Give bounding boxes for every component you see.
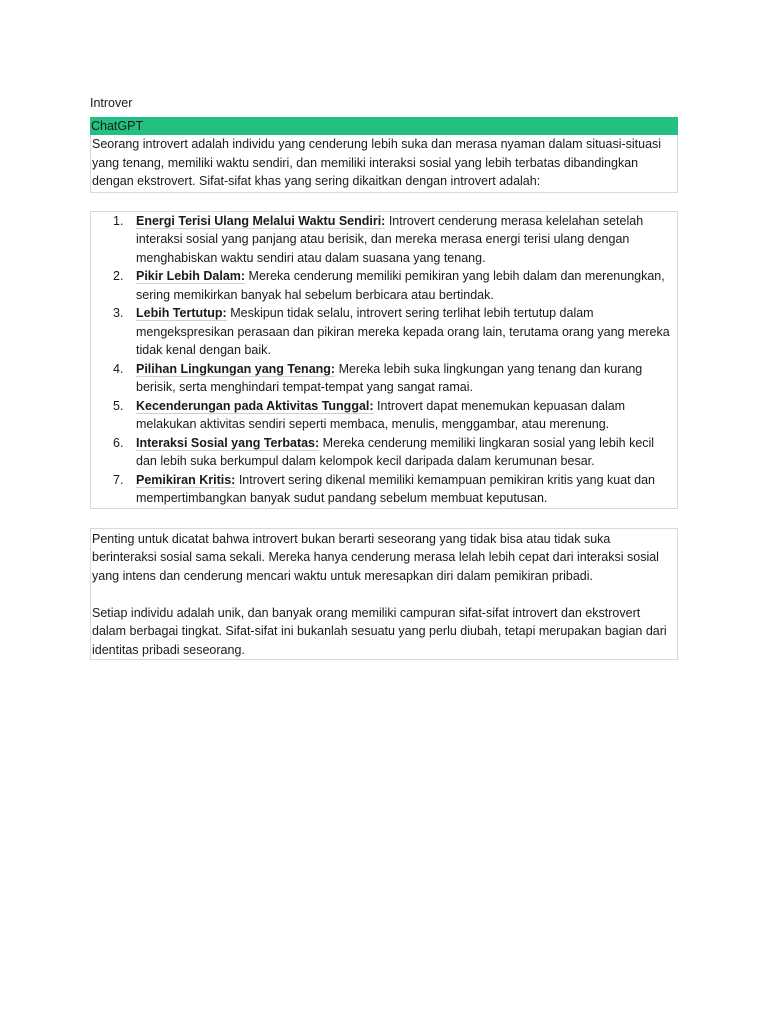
traits-list (91, 212, 675, 508)
conclusion-paragraph: Setiap individu adalah unik, dan banyak orang memiliki campuran sifat-sifat introvert dan ekstrovert dalam berbagai tingkat. Sifat-sifat ini bukanlah sesuatu yang perlu diubah, tetapi merupakan bagian dari identitas pribadi seseorang. (92, 605, 667, 657)
trait-item (91, 397, 675, 434)
trait-item (91, 304, 675, 360)
trait-term: Energi Terisi Ulang Melalui Waktu Sendiri: (136, 213, 386, 228)
trait-number: 7. (113, 472, 124, 487)
trait-text: Mereka lebih suka lingkungan yang tenang dan kurang berisik, serta menghindari tempat-tempat yang sangat ramai. (136, 361, 643, 394)
trait-term: Pilihan Lingkungan yang Tenang: (136, 361, 336, 376)
trait-term: Kecenderungan pada Aktivitas Tunggal: (136, 398, 374, 413)
trait-number: 6. (113, 435, 124, 450)
trait-number: 4. (113, 361, 124, 376)
trait-text: Introvert cenderung merasa kelelahan setelah interaksi sosial yang panjang atau berisik, dan mereka merasa energi terisi ulang dengan menghabiskan waktu sendiri atau dalam suasana yang tenang. (136, 213, 644, 265)
trait-number: 2. (113, 269, 124, 283)
trait-item (91, 267, 675, 304)
trait-term: Pikir Lebih Dalam: (136, 269, 246, 283)
trait-item (91, 471, 675, 508)
conclusion-paragraph: Penting untuk dicatat bahwa introvert bukan berarti seseorang yang tidak bisa atau tidak suka berinteraksi sosial sama sekali. Mereka hanya cenderung merasa lelah lebih cepat dari interaksi sosial yang intens dan cenderung mencari waktu untuk meresapkan diri dalam pemikiran pribadi. (92, 531, 659, 583)
trait-term: Interaksi Sosial yang Terbatas: (136, 435, 320, 450)
trait-item (91, 212, 675, 268)
trait-item (91, 434, 675, 471)
chatgpt-header-bar: ChatGPT (90, 117, 678, 135)
trait-term: Pemikiran Kritis: (136, 472, 236, 487)
document-title: Introver (90, 96, 133, 110)
traits-list-box (90, 211, 678, 509)
intro-paragraph-box (90, 135, 678, 193)
document-page (90, 94, 678, 660)
trait-number: 5. (113, 398, 124, 413)
trait-item (91, 360, 675, 397)
trait-term: Lebih Tertutup: (136, 306, 227, 320)
conclusion-box (90, 528, 678, 661)
trait-text: Introvert sering dikenal memiliki kemampuan pemikiran kritis yang kuat dan mempertimbangkan banyak sudut pandang sebelum membuat keputusan. (136, 472, 655, 505)
trait-number: 1. (113, 213, 124, 228)
trait-text: Introvert dapat menemukan kepuasan dalam melakukan aktivitas sendiri seperti membaca, menulis, menggambar, atau merenung. (136, 398, 626, 431)
trait-number: 3. (113, 306, 124, 320)
trait-text: Mereka cenderung memiliki lingkaran sosial yang lebih kecil dan lebih suka berkumpul dalam kelompok kecil daripada dalam kerumunan besar. (136, 435, 655, 468)
trait-text: Meskipun tidak selalu, introvert sering terlihat lebih tertutup dalam mengekspresikan perasaan dan pikiran mereka kepada orang lain, terutama orang yang mereka tidak kenal dengan baik. (136, 306, 670, 357)
intro-paragraph: Seorang introvert adalah individu yang cenderung lebih suka dan merasa nyaman dalam situasi-situasi yang tenang, memiliki waktu sendiri, dan memiliki interaksi sosial yang lebih terbatas dibandingkan dengan ekstrovert. Sifat-sifat khas yang sering dikaitkan dengan introvert adalah: (92, 137, 662, 188)
trait-text: Mereka cenderung memiliki pemikiran yang lebih dalam dan merenungkan, sering memikirkan banyak hal sebelum berbicara atau bertindak. (136, 269, 665, 302)
